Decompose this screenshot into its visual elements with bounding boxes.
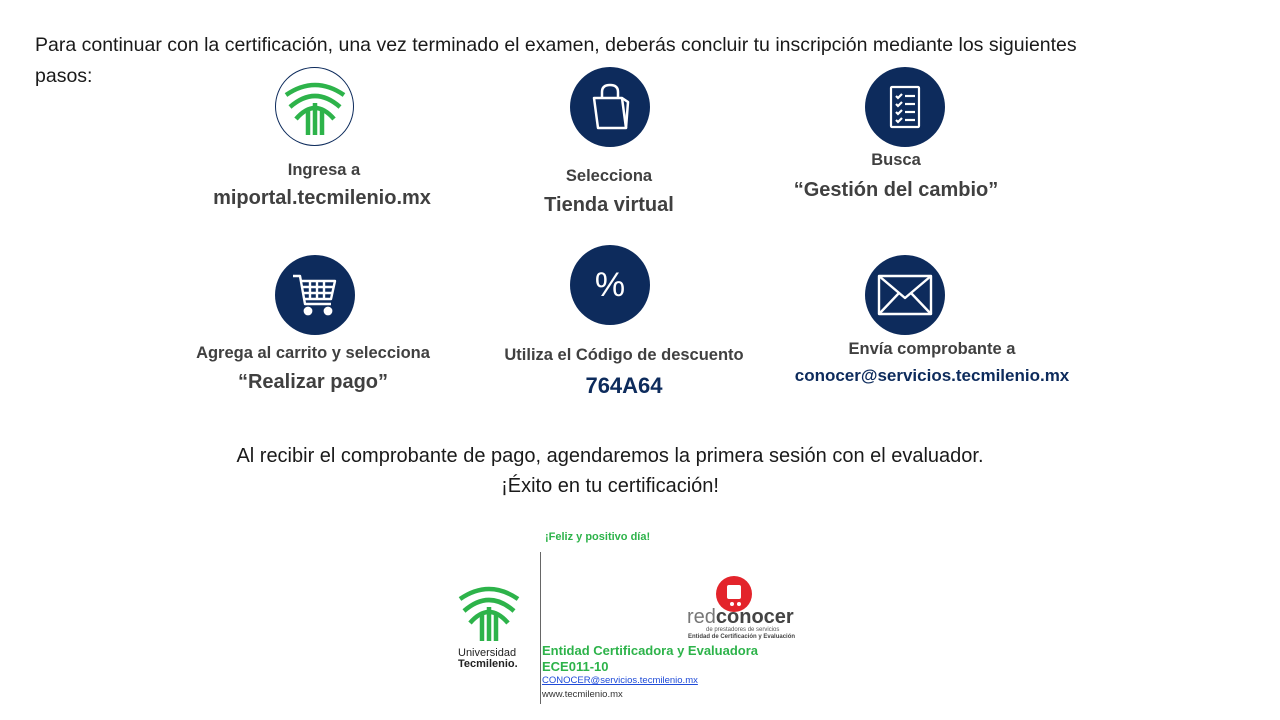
discount-label: Utiliza el Código de descuento [504,346,744,364]
mail-address[interactable]: conocer@servicios.tecmilenio.mx [794,366,1070,385]
university-name-2: Tecmilenio. [458,658,518,670]
store-label: Selecciona [565,167,653,185]
red-conocer-wordmark [687,606,794,628]
footer-email-link[interactable]: CONOCER@servicios.tecmilenio.mx [542,675,698,686]
store-name: Tienda virtual [544,194,674,216]
store-circle [570,67,650,147]
entity-name: Entidad Certificadora y Evaluadora [542,643,759,658]
intro-text: Para continuar con la certificación, una vez terminado el examen, deberás concluir tu inscripción mediante los siguientes pasos: [35,34,1077,87]
mail-label: Envía comprobante a [848,340,1016,358]
footer-greeting: ¡Feliz y positivo día! [545,531,651,543]
search-course: “Gestión del cambio” [793,179,999,201]
cart-label: Agrega al carrito y selecciona [196,344,430,362]
red-brand: conocer [715,606,794,628]
search-label: Busca [871,151,921,169]
portal-label: Ingresa a [287,161,361,179]
shopping-cart-icon [291,272,339,318]
envelope-icon [877,274,933,316]
cart-circle [275,255,355,335]
tecmilenio-logo-icon [284,79,346,135]
footer-divider [540,552,541,704]
shopping-bag-icon [588,82,632,132]
university-name-1: Universidad [458,647,517,659]
discount-circle [570,245,650,325]
discount-code: 764A64 [585,373,663,398]
portal-url: miportal.tecmilenio.mx [213,187,431,209]
checklist-icon [887,84,923,130]
cart-action: “Realizar pago” [237,371,389,393]
closing-line-1: Al recibir el comprobante de pago, agendaremos la primera sesión con el evaluador. [236,445,984,467]
entity-code: ECE011-10 [542,659,609,674]
red-conocer-sub-2: Entidad de Certificación y Evaluación [688,634,796,640]
footer-web[interactable]: www.tecmilenio.mx [542,689,623,700]
red-conocer-sub-1: de prestadores de servicios [706,627,780,633]
closing-line-2: ¡Éxito en tu certificación! [501,475,719,497]
portal-circle [275,67,354,146]
tecmilenio-footer-logo-icon [458,583,520,641]
search-circle [865,67,945,147]
red-prefix: red [687,606,716,628]
percent-icon: % [594,265,626,304]
mail-circle [865,255,945,335]
